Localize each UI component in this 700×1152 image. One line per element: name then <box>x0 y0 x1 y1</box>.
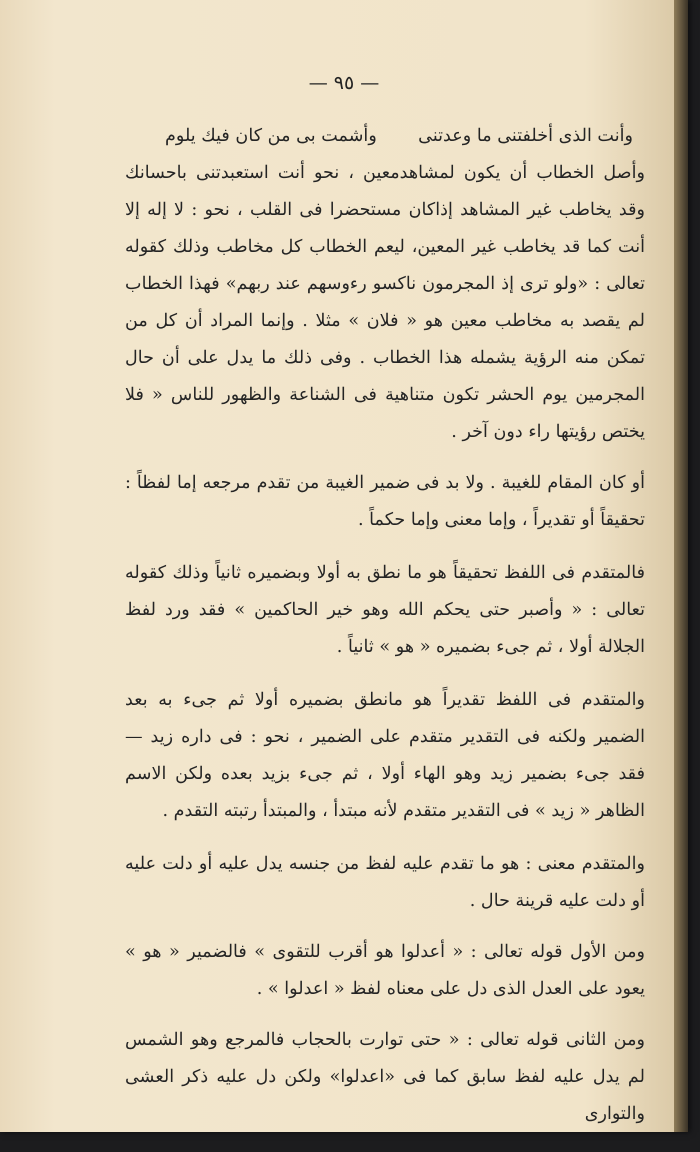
poetry-verse <box>125 118 645 155</box>
paragraph-actual-precedence: فالمتقدم فى اللفظ تحقيقاً هو ما نطق به أولا وبضميره ثانياً وذلك كقوله تعالى : « وأصبر حتى يحكم الله وهو خير الحاكمين » فقد ورد لفظ الجلالة أولا ، ثم جىء بضميره « هو » ثانياً . <box>125 563 645 657</box>
verse-first-half: وأنت الذى أخلفتنى ما وعدتنى <box>418 126 633 146</box>
paragraph-address: وأصل الخطاب أن يكون لمشاهدمعين ، نحو أنت استعبدتنى باحسانك وقد يخاطب غير المشاهد إذاكان مستحضرا فى القلب ، نحو : لا إله إلا أنت كما قد يخاطب غير المعين، ليعم الخطاب كل مخاطب وذلك كقوله تعالى : «ولو ترى إذ المجرمون ناكسو رءوسهم عند ربهم» فهذا الخطاب لم يقصد به مخاطب معين هو « فلان » مثلا . وإنما المراد أن كل من تمكن منه الرؤية يشمله هذا الخطاب . وفى ذلك ما يدل على أن حال المجرمين يوم الحشر تكون متناهية فى الشناعة والظهور للناس « فلا يختص رؤيتها راء دون آخر . <box>125 163 645 442</box>
paragraph-implied-precedence: والمتقدم فى اللفظ تقديراً هو مانطق بضميره أولا ثم جىء به بعد الضمير ولكنه فى التقدير متقدم على الضمير ، نحو : فى داره زيد — فقد جىء بضمير زيد وهو الهاء أولا ، ثم جىء بزيد بعده ولكن الاسم الظاهر « زيد » فى التقدير متقدم لأنه مبتدأ ، والمبتدأ رتبته التقدم . <box>125 690 645 821</box>
paragraph-absent-pronoun: أو كان المقام للغيبة . ولا بد فى ضمير الغيبة من تقدم مرجعه إما لفظاً : تحقيقاً أو تقديراً ، وإما معنى وإما حكماً . <box>125 473 645 530</box>
verse-second-half: وأشمت بى من كان فيك يلوم <box>165 126 377 146</box>
paragraph-second-example: ومن الثانى قوله تعالى : « حتى توارت بالحجاب فالمرجع وهو الشمس لم يدل عليه لفظ سابق كما فى «اعدلوا» ولكن دل عليه ذكر العشى والتوارى <box>125 1030 645 1124</box>
paragraph-meaning-precedence: والمتقدم معنى : هو ما تقدم عليه لفظ من جنسه يدل عليه أو دلت عليه أو دلت عليه قرينة حال . <box>125 854 645 911</box>
page-body <box>125 118 645 1133</box>
page-number: — ٩٥ — <box>308 72 380 94</box>
paragraph-first-example: ومن الأول قوله تعالى : « أعدلوا هو أقرب للتقوى » فالضمير « هو » يعود على العدل الذى دل على معناه لفظ « اعدلوا » . <box>125 942 645 999</box>
book-spine <box>674 0 688 1132</box>
